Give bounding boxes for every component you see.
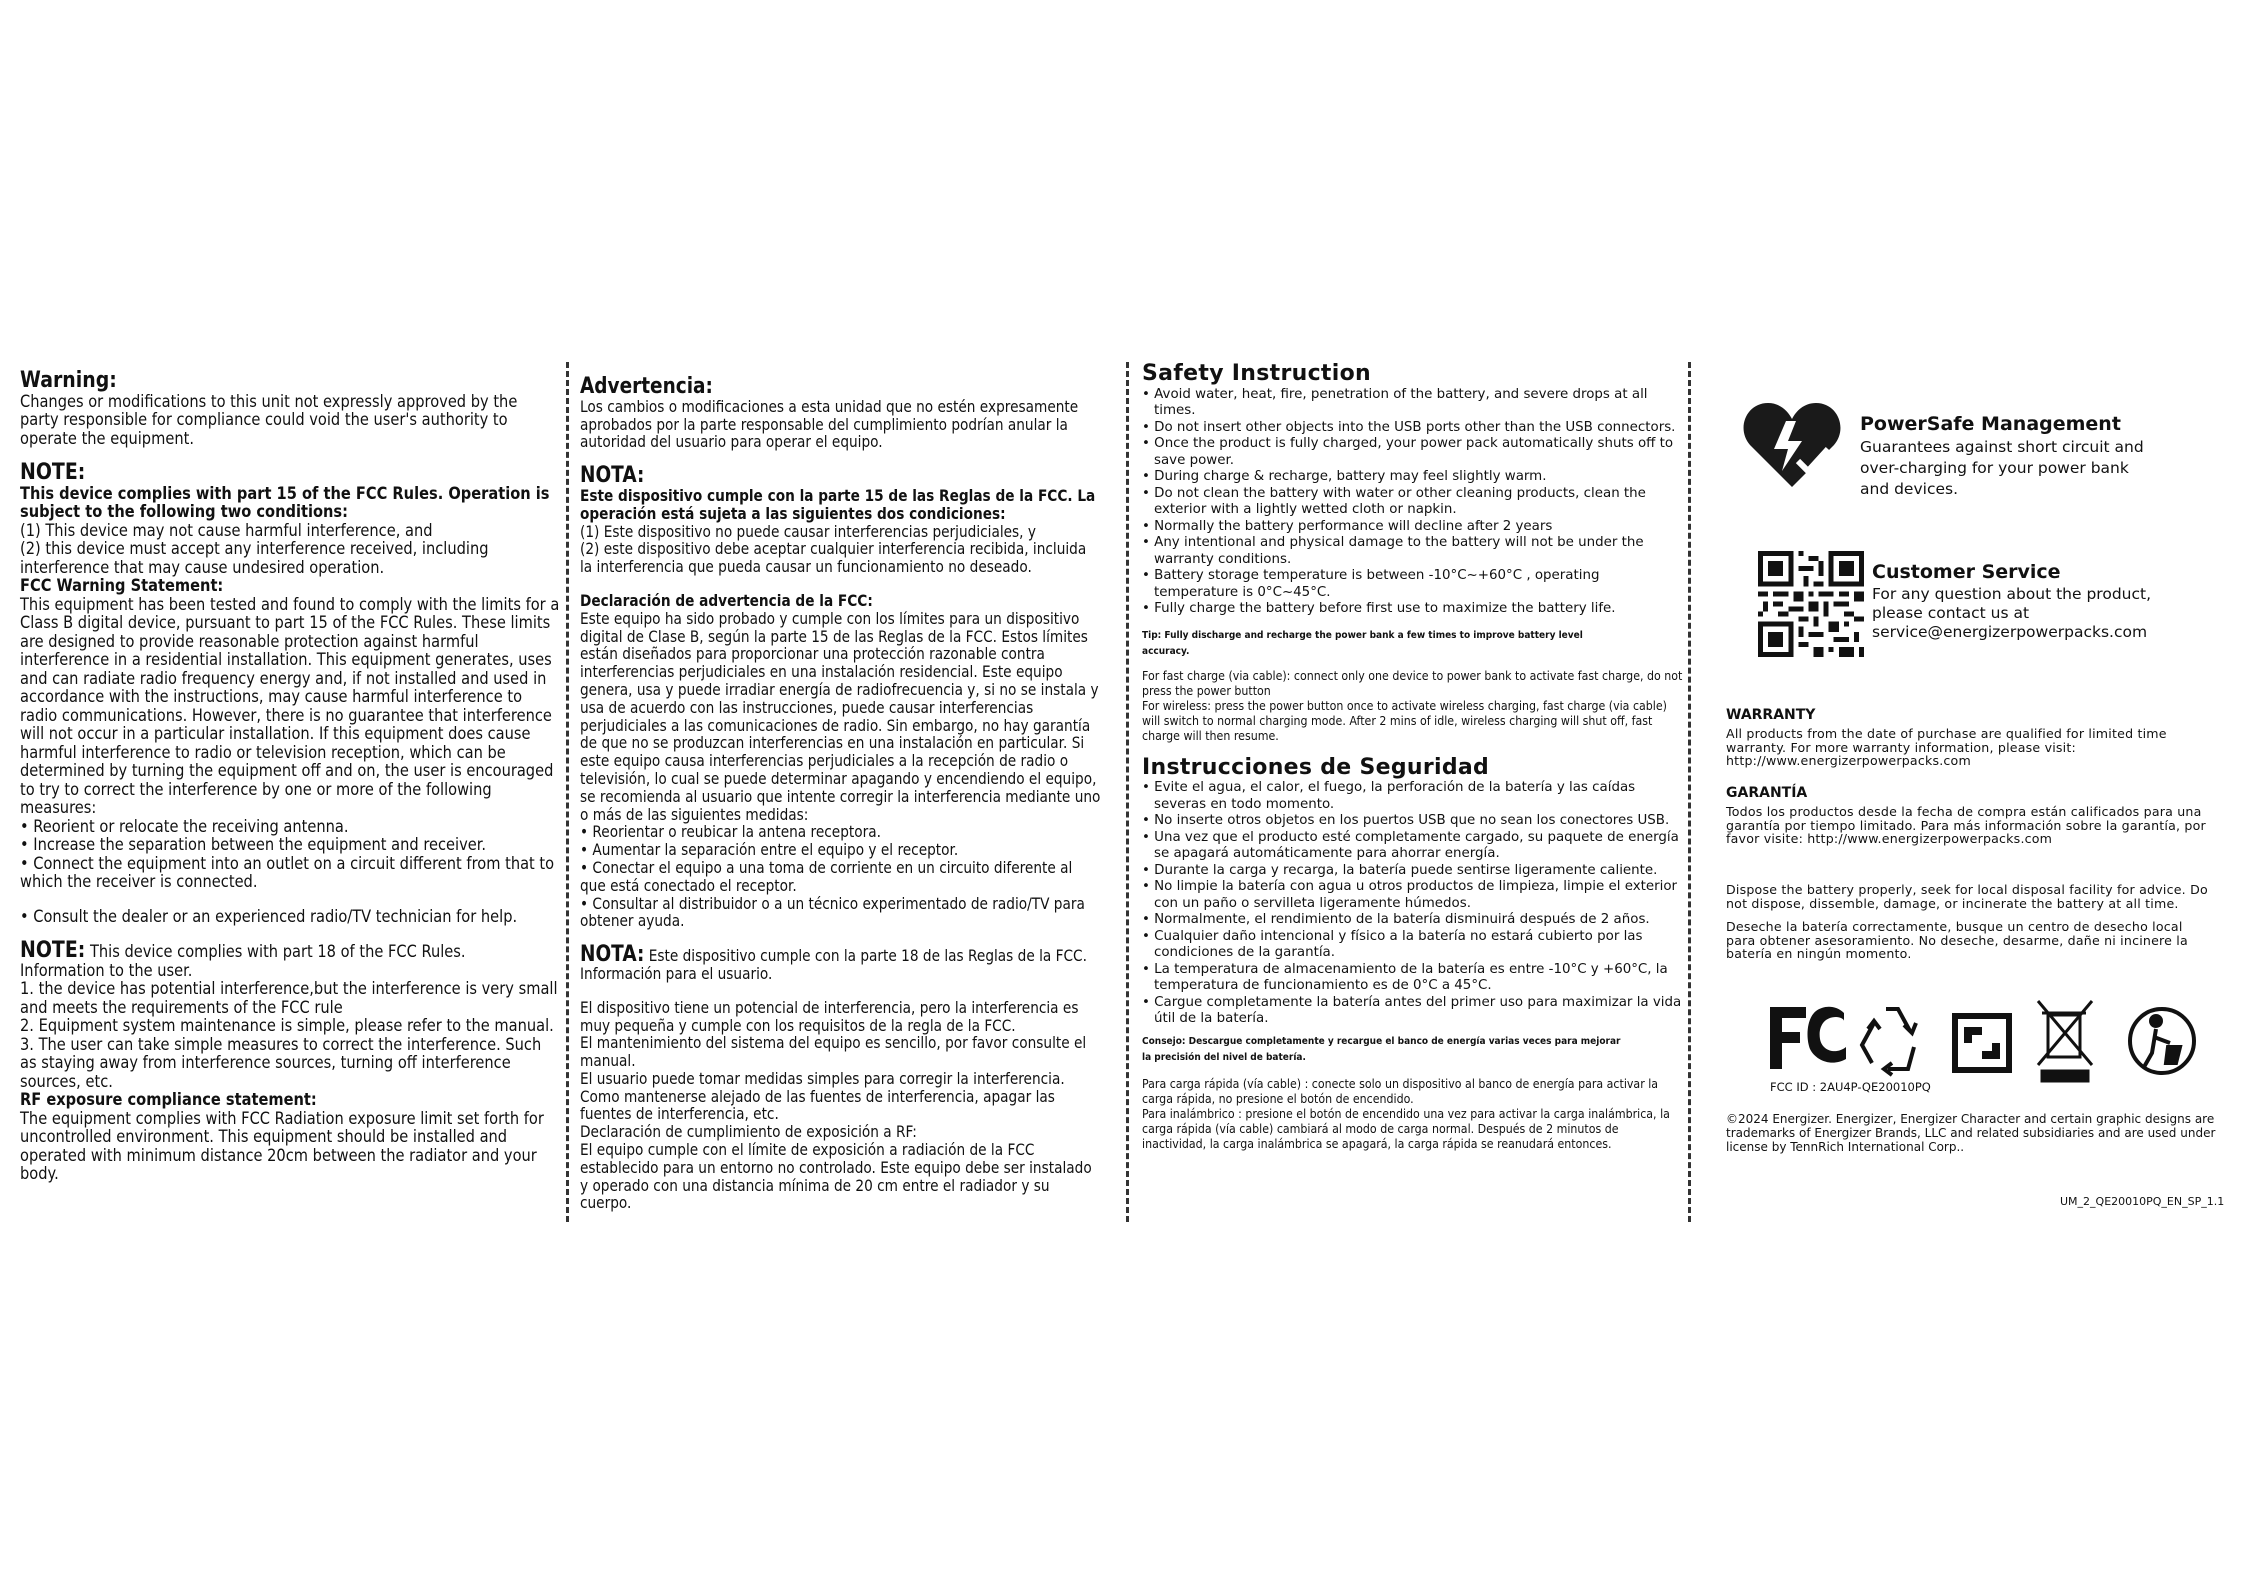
divider-2 — [1126, 362, 1129, 1222]
note2-title: NOTE: — [20, 938, 86, 963]
qr-code-icon — [1758, 551, 1864, 657]
safety-item: • Any intentional and physical damage to the battery will not be under the warranty conditions. — [1142, 535, 1644, 567]
info-2: 2. Equipment system maintenance is simple, please refer to the manual. — [20, 1016, 554, 1036]
wireless-note: For wireless: press the power button once to activate wireless charging, fast charge (via cable) will switch to normal charging mode. After 2 mins of idle, wireless charging will shut off, fast charge will then resume. — [1142, 698, 1667, 743]
nota-title: NOTA: — [580, 463, 645, 489]
measure-1: • Reorient or relocate the receiving antenna. — [20, 816, 349, 837]
warranty-text: All products from the date of purchase are qualified for limited time warranty. For more warranty information, please visit: http://www.energizerpowerpacks.com — [1726, 726, 2167, 768]
note-bold: This device complies with part 15 of the FCC Rules. Operation is subject to the following two conditions: — [20, 483, 550, 522]
compliance-logos — [1766, 995, 2245, 1085]
rf-text: The equipment complies with FCC Radiation exposure limit set forth for uncontrolled environment. This equipment should be installed and operated with minimum distance 20cm between the radiator and your body. — [20, 1108, 544, 1184]
divider-1 — [566, 362, 569, 1222]
seguridad-item: • La temperatura de almacenamiento de la batería es entre -10°C y +60°C, la temperatura de funcionamiento es de 0°C a 45°C. — [1142, 961, 1668, 993]
powersafe-feature — [1860, 413, 2245, 500]
note-title: NOTE: — [20, 460, 86, 485]
advertencia-title: Advertencia: — [580, 374, 713, 399]
customer-service-text: For any question about the product, please contact us at service@energizerpowerpacks.com — [1872, 585, 2152, 641]
medida-1: • Reorientar o reubicar la antena receptora. — [580, 822, 881, 842]
condicion-2: (2) este dispositivo debe aceptar cualquier interferencia recibida, incluida la interferencia que pueda causar un funcionamiento no deseado. — [580, 539, 1087, 577]
warning-title: Warning: — [20, 368, 117, 393]
seguridad-item: • Cualquier daño intencional y físico a la batería no estará cubierto por las condiciones de la garantía. — [1142, 928, 1643, 960]
carga-rapida-note: Para carga rápida (vía cable) : conecte solo un dispositivo al banco de energía para activar la carga rápida, no presione el botón de encendido. — [1142, 1076, 1659, 1106]
safety-tip: Tip: Fully discharge and recharge the power bank a few times to improve battery level accuracy. — [1142, 629, 1583, 657]
dispose-es: Deseche la batería correctamente, busque un centro de desecho local para obtener asesoramiento. No deseche, desarme, dañe ni incinere la batería en ningún momento. — [1726, 919, 2188, 961]
warning-text: Changes or modifications to this unit not expressly approved by the party responsible for compliance could void the user's authority to operate the equipment. — [20, 391, 518, 449]
seguridad-item: • Normalmente, el rendimiento de la batería disminuirá después de 2 años. — [1142, 912, 1650, 927]
condition-1: (1) This device may not cause harmful interference, and — [20, 520, 433, 541]
note2-text: This device complies with part 18 of the FCC Rules. — [85, 942, 466, 962]
measure-4: • Consult the dealer or an experienced radio/TV technician for help. — [20, 906, 518, 927]
garantia-text: Todos los productos desde la fecha de compra están calificados para una garantía por tiempo limitado. Para más información sobre la garantía, por favor visite: http://www.energizerpowerpacks.com — [1726, 804, 2206, 846]
declaracion-title: Declaración de advertencia de la FCC: — [580, 590, 873, 610]
safety-item: • Avoid water, heat, fire, penetration of the battery, and severe drops at all times. — [1142, 386, 1648, 418]
rf-title: RF exposure compliance statement: — [20, 1090, 317, 1110]
fcc-warning-text: This equipment has been tested and found to comply with the limits for a Class B digital device, pursuant to part 15 of the FCC Rules. These limits are designed to provide reasonable protection against harmful interference in a residential installation. This equipment generates, uses and can radiate radio frequency energy and, if not installed and used in accordance with the instructions, may cause harmful interference to radio communications. However, there is no guarantee that interference will not occur in a particular installation. If this equipment does cause harmful interference to radio or television reception, which can be determined by turning the equipment off and on, the user is encouraged to try to correct the interference by one or more of the following measures: — [20, 594, 560, 818]
battery-recycle-icon — [1952, 1013, 2012, 1073]
seguridad-title: Instrucciones de Seguridad — [1142, 754, 1490, 780]
safety-item: • Normally the battery performance will decline after 2 years — [1142, 518, 1553, 534]
fast-charge-note: For fast charge (via cable): connect only one device to power bank to activate fast charge, do not press the power button — [1142, 668, 1683, 698]
seguridad-item: • Una vez que el producto esté completamente cargado, su paquete de energía se apagará automáticamente para ahorrar energía. — [1142, 829, 1679, 861]
parrafo-5: El equipo cumple con el límite de exposición a radiación de la FCC establecido para un entorno no controlado. Este equipo debe ser instalado y operado con una distancia mínima de 20 cm entre el radiador y su cuerpo. — [580, 1140, 1092, 1213]
weee-bin-icon — [2038, 1001, 2092, 1081]
parrafo-3: El usuario puede tomar medidas simples para corregir la interferencia. Como mantenerse alejado de las fuentes de interferencia, apagar las fuentes de interferencia, etc. — [580, 1068, 1065, 1124]
warranty-block — [1726, 707, 2236, 768]
seguridad-item: • No inserte otros objetos en los puertos USB que no sean los conectores USB. — [1142, 813, 1670, 828]
medida-3: • Conectar el equipo a una toma de corriente en un circuito diferente al que está conectado el receptor. — [580, 857, 1073, 895]
seguridad-item: • No limpie la batería con agua u otros productos de limpieza, limpie el exterior con un paño o servilleta ligeramente húmedos. — [1142, 879, 1678, 911]
powersafe-title: PowerSafe Management — [1860, 413, 2121, 435]
garantia-block — [1726, 785, 2236, 846]
tidyman-icon — [2130, 1009, 2194, 1073]
parrafo-4: Declaración de cumplimiento de exposición a RF: — [580, 1122, 917, 1142]
safety-item: • Fully charge the battery before first use to maximize the battery life. — [1142, 601, 1616, 616]
dispose-en: Dispose the battery properly, seek for local disposal facility for advice. Do not dispose, dissemble, damage, or incinerate the battery at all time. — [1726, 882, 2208, 911]
dispose-block — [1726, 883, 2236, 961]
document-code: UM_2_QE20010PQ_EN_SP_1.1 — [2060, 1195, 2225, 1208]
condition-2: (2) this device must accept any interference received, including interference that may cause undesired operation. — [20, 539, 489, 578]
safety-item: • During charge & recharge, battery may feel slightly warm. — [1142, 469, 1547, 484]
parrafo-1: El dispositivo tiene un potencial de interferencia, pero la interferencia es muy pequeña y cumple con los requisitos de la regla de la FCC. — [580, 997, 1079, 1035]
safety-column — [1142, 361, 1683, 1152]
declaracion-text: Este equipo ha sido probado y cumple con los límites para un dispositivo digital de Clase B, según la parte 15 de las Reglas de la FCC. Estos límites están diseñados para proporcionar una protección razonable contra interferencias perjudiciales en una instalación residencial. Este equipo genera, usa y puede irradiar energía de radiofrecuencia y, si no se instala y usa de acuerdo con las instrucciones, puede causar interferencias perjudiciales a las comunicaciones de radio. Sin embargo, no hay garantía de que no se produzcan interferencias en una instalación en particular. Si este equipo causa interferencias perjudiciales a la recepción de radio o televisión, lo cual se puede determinar apagando y encendiendo el equipo, se recomienda al usuario que intente corregir la interferencia mediante uno o más de las siguientes medidas: — [580, 608, 1101, 824]
advertencia-text: Los cambios o modificaciones a esta unidad que no estén expresamente aprobados por la parte responsable del cumplimiento podrían anular la autoridad del usuario para operar el equipo. — [580, 396, 1079, 452]
seguridad-item: • Durante la carga y recarga, la batería puede sentirse ligeramente caliente. — [1142, 862, 1658, 878]
fcc-warning-title: FCC Warning Statement: — [20, 576, 224, 596]
consejo: Consejo: Descargue completamente y recargue el banco de energía varias veces para mejorar la precisión del nivel de batería. — [1142, 1035, 1621, 1063]
safety-title: Safety Instruction — [1142, 361, 1371, 386]
parrafo-2: El mantenimiento del sistema del equipo es sencillo, por favor consulte el manual. — [580, 1033, 1087, 1071]
info-3: 3. The user can take simple measures to correct the interference. Such as staying away from interference sources, turning off interference sources, etc. — [20, 1034, 542, 1092]
medida-2: • Aumentar la separación entre el equipo y el receptor. — [580, 840, 959, 860]
recycle-icon — [1862, 1009, 1916, 1075]
informacion-title: Información para el usuario. — [580, 963, 773, 983]
safety-item: • Battery storage temperature is between -10°C~+60°C , operating temperature is 0°C~45°C. — [1142, 568, 1600, 600]
customer-service-feature — [1872, 561, 2245, 642]
inalambrico-note: Para inalámbrico : presione el botón de encendido una vez para activar la carga inalámbrica, la carga rápida (vía cable) cambiará al modo de carga normal. Después de 2 minutos de inactividad, la carga inalámbrica se apagará, la carga rápida se reanudará entonces. — [1142, 1106, 1670, 1151]
warranty-title: WARRANTY — [1726, 707, 1816, 723]
safety-item: • Once the product is fully charged, your power pack automatically shuts off to save power. — [1142, 436, 1674, 468]
seguridad-item: • Evite el agua, el calor, el fuego, la perforación de la batería y las caídas severas en todo momento. — [1142, 780, 1636, 812]
heart-shield-icon — [1742, 399, 1842, 491]
measure-2: • Increase the separation between the equipment and receiver. — [20, 835, 487, 855]
english-fcc-column — [20, 368, 560, 1184]
garantia-title: GARANTÍA — [1726, 785, 1808, 801]
medida-4: • Consultar al distribuidor o a un técnico experimentado de radio/TV para obtener ayuda. — [580, 893, 1085, 931]
safety-item: • Do not insert other objects into the USB ports other than the USB connectors. — [1142, 419, 1676, 435]
divider-3 — [1688, 362, 1691, 1222]
spanish-fcc-column — [580, 374, 1101, 1213]
customer-service-title: Customer Service — [1872, 561, 2061, 583]
copyright: ©2024 Energizer. Energizer, Energizer Character and certain graphic designs are trademarks of Energizer Brands, LLC and related subsidiaries and are used under license by TennRich International Corp.. — [1726, 1112, 2216, 1154]
measure-3: • Connect the equipment into an outlet on a circuit different from that to which the receiver is connected. — [20, 853, 555, 892]
fcc-logo-icon — [1770, 1007, 1846, 1069]
safety-item: • Do not clean the battery with water or other cleaning products, clean the exterior with a lightly wetted cloth or napkin. — [1142, 485, 1646, 517]
powersafe-text: Guarantees against short circuit and over-charging for your power bank and devices. — [1860, 438, 2144, 498]
nota2-title: NOTA: — [580, 942, 645, 968]
info-1: 1. the device has potential interference,but the interference is very small and meets the requirements of the FCC rule — [20, 979, 558, 1018]
nota2-text: Este dispositivo cumple con la parte 18 de las Reglas de la FCC. — [644, 946, 1087, 966]
seguridad-item: • Cargue completamente la batería antes del primer uso para maximizar la vida útil de la batería. — [1142, 994, 1682, 1026]
condicion-1: (1) Este dispositivo no puede causar interferencias perjudiciales, y — [580, 521, 1036, 541]
nota-bold: Este dispositivo cumple con la parte 15 de las Reglas de la FCC. La operación está sujeta a las siguientes dos condiciones: — [580, 485, 1096, 523]
info-title: Information to the user. — [20, 960, 193, 981]
fcc-id: FCC ID : 2AU4P-QE20010PQ — [1770, 1080, 1931, 1094]
